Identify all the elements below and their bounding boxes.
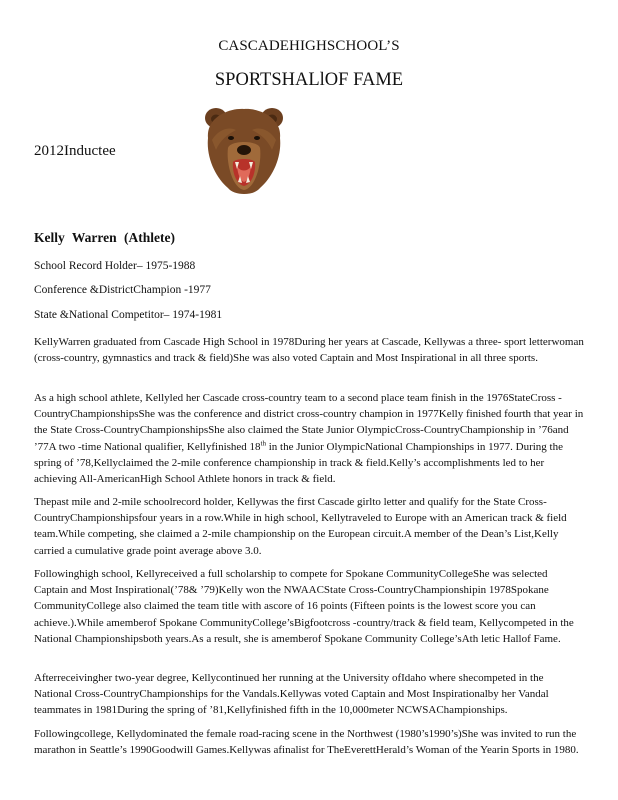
bear-head-icon xyxy=(198,100,290,202)
header-school-name: CASCADEHIGHSCHOOL’S xyxy=(218,38,400,54)
paragraph-community-college: Followinghigh school, Kellyreceived a full scholarship to compete for Spokane CommunityCollegeShe was selected Captain and Most Inspirational(’78& ’79)Kelly won the NWAACState Cross-CountryChampionshipin 1978Spokane CommunityCollege also claimed the team title with ascore of 16 points (Fifteen points is the lowest score you can achieve.).While amemberof Spokane CommunityCollege’sBigfootcross -country/track & field team, Kellycompeted in the National Championshipsboth years.As a result, she is amemberof Spokane Community College’sAth letic Hallof Fame. xyxy=(34,568,574,645)
paragraph-high-school-athlete xyxy=(34,390,584,487)
inductee-year-label: 2012Inductee xyxy=(34,143,116,159)
paragraph-university: Afterreceivingher two-year degree, Kellycontinued her running at the University ofIdaho where shecompeted in the National Cross-CountryChampionships for the Vandals.Kellywas voted Captain and Most Inspirationalby her Vandal teammates in 1981During the spring of ’81,Kellyfinished fifth in the 10,000meter NCWSAChampionships. xyxy=(34,672,549,717)
paragraph-high-school-athlete-part1: As a high school athlete, Kellyled her Cascade cross-country team to a second place team finish in the 1976StateCross -CountryChampionshipsShe was the conference and district cross-country champion in 1977Kelly finished fourth that year in the State Cross-CountryChampionshipsShe also claimed the State Junior OlympicCross-CountryChampionship in ’76and ’77A two -time National qualifier, Kellyfinished 18 xyxy=(34,392,584,453)
paragraph-after-college: Followingcollege, Kellydominated the female road-racing scene in the Northwest (1980’s1990’s)She was invited to run the marathon in Seattle’s 1990Goodwill Games.Kellywas afinalist for TheEverettHerald’s Woman of the Yearin Sports in 1980. xyxy=(34,728,579,757)
paragraph-high-school-athlete-part2: in the Junior OlympicNational Championships in 1977. During the spring of ’78,Kellyclaimed the 2-mile conference championship in track & field.Kelly’s accomplishments led to her achieving All-AmericanHigh School Athlete honors in track & field. xyxy=(34,440,563,486)
paragraph-record-holder: Thepast mile and 2-mile schoolrecord holder, Kellywas the first Cascade girlto letter and qualify for the State Cross-CountryChampionshipsfour years in a row.While in high school, Kellytraveled to Europe with an American track & field team.While competing, she claimed a 2-mile championship on the European circuit.A member of the Dean’s List,Kelly carried a cumulative grade point average above 3.0. xyxy=(34,496,567,557)
paragraph-graduation: KellyWarren graduated from Cascade High School in 1978During her years at Cascade, Kellywas a three- sport letterwoman (cross-country, gymnastics and track & field)She was also voted Captain and Most Inspirational in all three sports. xyxy=(34,336,584,365)
conference-champion-line: Conference &DistrictChampion -1977 xyxy=(34,284,211,296)
athlete-name: Kelly Warren (Athlete) xyxy=(34,230,175,245)
header-hall-of-fame: SPORTSHALlOF FAME xyxy=(214,70,404,90)
record-holder-line: School Record Holder– 1975-1988 xyxy=(34,260,196,272)
national-competitor-line: State &National Competitor– 1974-1981 xyxy=(34,309,223,321)
ordinal-suffix: th xyxy=(260,438,266,447)
